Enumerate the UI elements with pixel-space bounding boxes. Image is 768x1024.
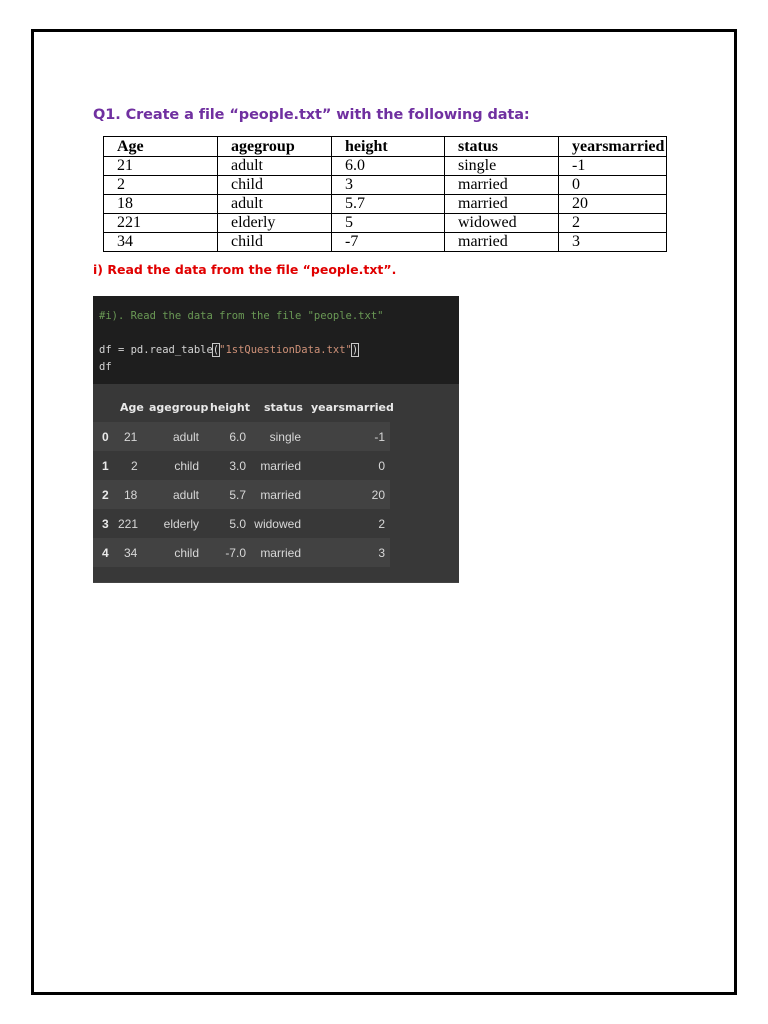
code-line-df: df	[99, 361, 112, 373]
dataframe-row	[93, 538, 390, 567]
cell-age: 34	[104, 233, 218, 252]
df-cell-yearsmarried: 2	[378, 517, 385, 531]
table-header-row	[104, 137, 667, 157]
df-col-yearsmarried: yearsmarried	[311, 401, 394, 414]
code-comment: #i). Read the data from the file "people.txt"	[99, 310, 384, 322]
code-filename-string: "1stQuestionData.txt"	[219, 344, 352, 356]
header-status: status	[445, 137, 559, 157]
df-index: 0	[102, 430, 109, 444]
cell-agegroup: elderly	[218, 214, 332, 233]
table-row	[104, 195, 667, 214]
cell-agegroup: adult	[218, 195, 332, 214]
df-cell-status: married	[260, 459, 301, 473]
df-col-status: status	[264, 401, 303, 414]
open-paren: (	[212, 344, 220, 356]
code-call: df = pd.read_table	[99, 344, 213, 356]
dataframe-header	[93, 396, 393, 422]
df-cell-agegroup: child	[174, 459, 199, 473]
cell-height: 6.0	[332, 157, 445, 176]
dataframe-row	[93, 509, 390, 538]
dataframe-row	[93, 451, 390, 480]
close-paren: )	[351, 344, 359, 356]
cell-height: 5	[332, 214, 445, 233]
df-index: 4	[102, 546, 109, 560]
cell-yearsmarried: 3	[559, 233, 667, 252]
df-cell-height: 3.0	[229, 459, 246, 473]
df-cell-height: 6.0	[229, 430, 246, 444]
people-data-table	[103, 136, 667, 252]
header-yearsmarried: yearsmarried	[559, 137, 667, 157]
cell-status: widowed	[445, 214, 559, 233]
df-cell-yearsmarried: -1	[374, 430, 385, 444]
df-col-height: height	[210, 401, 251, 414]
cell-age: 2	[104, 176, 218, 195]
df-cell-agegroup: elderly	[163, 517, 199, 531]
df-cell-status: married	[260, 546, 301, 560]
table-row	[104, 214, 667, 233]
df-cell-status: single	[269, 430, 301, 444]
df-cell-height: 5.7	[229, 488, 246, 502]
cell-status: single	[445, 157, 559, 176]
code-line-read-table	[99, 344, 358, 356]
sub-question-heading: i) Read the data from the file “people.txt”.	[93, 262, 397, 277]
cell-agegroup: child	[218, 176, 332, 195]
code-cell[interactable]	[93, 296, 459, 384]
cell-yearsmarried: 20	[559, 195, 667, 214]
df-cell-status: widowed	[254, 517, 301, 531]
cell-age: 21	[104, 157, 218, 176]
df-cell-age: 21	[124, 430, 138, 444]
df-cell-age: 2	[131, 459, 138, 473]
table-row	[104, 157, 667, 176]
cell-height: 5.7	[332, 195, 445, 214]
df-cell-height: -7.0	[225, 546, 246, 560]
cell-yearsmarried: 2	[559, 214, 667, 233]
df-cell-yearsmarried: 20	[371, 488, 385, 502]
df-cell-age: 34	[124, 546, 138, 560]
cell-agegroup: child	[218, 233, 332, 252]
question-heading: Q1. Create a file “people.txt” with the following data:	[93, 107, 530, 123]
cell-age: 18	[104, 195, 218, 214]
cell-status: married	[445, 233, 559, 252]
cell-yearsmarried: 0	[559, 176, 667, 195]
df-index: 3	[102, 517, 109, 531]
table-row	[104, 176, 667, 195]
dataframe-row	[93, 422, 390, 451]
df-cell-age: 18	[124, 488, 138, 502]
cell-age: 221	[104, 214, 218, 233]
cell-yearsmarried: -1	[559, 157, 667, 176]
cell-agegroup: adult	[218, 157, 332, 176]
df-cell-agegroup: adult	[172, 430, 199, 444]
df-cell-age: 221	[118, 517, 139, 531]
header-agegroup: agegroup	[218, 137, 332, 157]
table-row	[104, 233, 667, 252]
header-age: Age	[104, 137, 218, 157]
notebook-screenshot	[93, 296, 459, 583]
df-index: 1	[102, 459, 109, 473]
df-cell-status: married	[260, 488, 301, 502]
dataframe-row	[93, 480, 390, 509]
cell-status: married	[445, 176, 559, 195]
cell-height: 3	[332, 176, 445, 195]
df-cell-yearsmarried: 3	[378, 546, 385, 560]
df-col-age: Age	[120, 401, 144, 414]
df-cell-yearsmarried: 0	[378, 459, 385, 473]
cell-status: married	[445, 195, 559, 214]
header-height: height	[332, 137, 445, 157]
df-cell-agegroup: adult	[172, 488, 199, 502]
df-cell-agegroup: child	[174, 546, 199, 560]
df-col-agegroup: agegroup	[149, 401, 209, 414]
cell-height: -7	[332, 233, 445, 252]
df-cell-height: 5.0	[229, 517, 246, 531]
df-index: 2	[102, 488, 109, 502]
